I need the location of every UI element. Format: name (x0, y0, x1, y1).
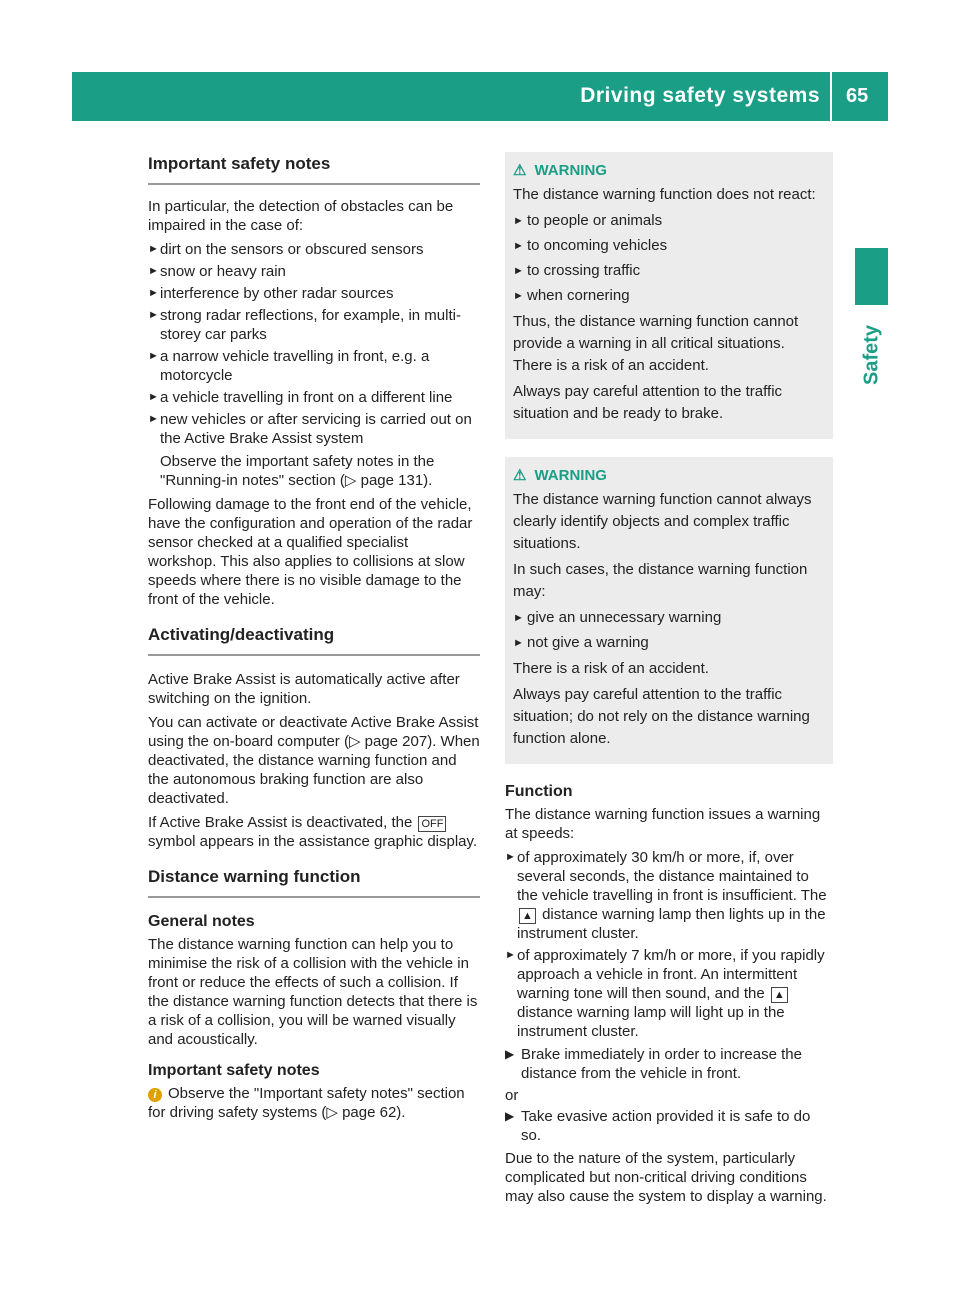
list-item: ► a vehicle travelling in front on a different line (148, 389, 453, 406)
warning-bullet-list (513, 210, 825, 307)
list-item: ► when cornering (513, 287, 630, 304)
heading-function: Function (505, 783, 573, 800)
heading-important-safety-notes: Important safety notes (148, 154, 480, 185)
list-item: ► dirt on the sensors or obscured sensors (148, 241, 424, 258)
heading-distance-warning: Distance warning function (148, 867, 480, 898)
distance-warning-lamp-icon: ▲ (771, 987, 788, 1003)
activating-p1: Active Brake Assist is automatically active after switching on the ignition. (148, 671, 460, 707)
warning-triangle-icon: ⚠ (513, 467, 527, 484)
right-column (505, 152, 833, 1211)
list-item: ► of approximately 7 km/h or more, if you rapidly approach a vehicle in front. An intermittent warning tone will then sound, and the ▲ distance warning lamp will light up in the instrument cluster. (505, 947, 825, 1040)
warning-title: WARNING (534, 162, 607, 179)
function-intro: The distance warning function issues a warning at speeds: (505, 806, 821, 842)
function-bullet-list (505, 848, 833, 1041)
list-item: ► a narrow vehicle travelling in front, e.g. a motorcycle (148, 348, 430, 384)
list-item: ► of approximately 30 km/h or more, if, over several seconds, the distance maintained to the vehicle travelling in front is insufficient. The ▲ distance warning lamp then lights up in the instrument cluster. (505, 849, 827, 942)
warning-intro: The distance warning function does not react: (513, 186, 816, 203)
warning-text: In such cases, the distance warning function may: (513, 561, 808, 600)
list-item: ► give an unnecessary warning (513, 609, 722, 626)
warning-title: WARNING (534, 467, 607, 484)
warning-box-2 (505, 457, 833, 764)
section-tab-label: Safety (860, 324, 882, 386)
observe-note: Observe the important safety notes in the "Running-in notes" section (▷ page 131). (160, 453, 435, 489)
left-column (148, 154, 480, 1127)
list-item: ► new vehicles or after servicing is carried out on the Active Brake Assist system (148, 411, 472, 447)
safety-bullet-list (148, 240, 480, 448)
heading-important-safety-notes-2: Important safety notes (148, 1062, 320, 1079)
distance-warning-lamp-icon: ▲ (519, 908, 536, 924)
brake-assist-off-icon: OFF (418, 816, 446, 832)
closing-paragraph: Due to the nature of the system, particularly complicated but non-critical driving conditions may also cause the system to display a warning. (505, 1150, 827, 1205)
warning-text: Always pay careful attention to the traffic situation and be ready to brake. (513, 383, 783, 422)
warning-text: There is a risk of an accident. (513, 660, 709, 677)
list-item: ► interference by other radar sources (148, 285, 394, 302)
warning-box-1 (505, 152, 833, 439)
heading-activating: Activating/deactivating (148, 625, 480, 656)
page-number: 65 (846, 85, 869, 107)
damage-paragraph: Following damage to the front end of the vehicle, have the configuration and operation of the radar sensor checked at a qualified specialist workshop. This also applies to collisions at slow speeds where there is no visible damage to the front of the vehicle. (148, 496, 473, 608)
warning-text: Thus, the distance warning function cannot provide a warning in all critical situations. There is a risk of an accident. (513, 313, 799, 374)
list-item: ► strong radar reflections, for example, in multi-storey car parks (148, 307, 461, 343)
instruction-step: ▶ Take evasive action provided it is safe to do so. (505, 1108, 811, 1144)
activating-p3: If Active Brake Assist is deactivated, the OFF symbol appears in the assistance graphic display. (148, 814, 478, 850)
list-item: ► snow or heavy rain (148, 263, 286, 280)
list-item: ► to crossing traffic (513, 262, 641, 279)
section-tab-marker (855, 248, 888, 305)
warning-intro: The distance warning function cannot always clearly identify objects and complex traffic situations. (513, 491, 812, 552)
header-divider (830, 72, 832, 121)
warning-bullet-list (513, 607, 825, 654)
info-note: i Observe the "Important safety notes" section for driving safety systems (▷ page 62). (148, 1085, 465, 1121)
general-paragraph: The distance warning function can help you to minimise the risk of a collision with the vehicle in front or reduce the effects of such a collision. If the distance warning function detects that there is a risk of a collision, you will be warned visually and acoustically. (148, 936, 478, 1048)
warning-text: Always pay careful attention to the traffic situation; do not rely on the distance warning function alone. (513, 686, 810, 747)
safety-intro: In particular, the detection of obstacles can be impaired in the case of: (148, 198, 454, 234)
instruction-step: ▶ Brake immediately in order to increase the distance from the vehicle in front. (505, 1046, 802, 1082)
page-title: Driving safety systems (580, 84, 820, 107)
activating-p2: You can activate or deactivate Active Brake Assist using the on-board computer (▷ page 207). When deactivated, the distance warning function and the autonomous braking function are also deactivated. (148, 714, 480, 807)
warning-triangle-icon: ⚠ (513, 162, 527, 179)
list-item: ► to people or animals (513, 212, 663, 229)
heading-general-notes: General notes (148, 913, 255, 930)
info-icon: i (148, 1088, 162, 1102)
list-item: ► to oncoming vehicles (513, 237, 668, 254)
list-item: ► not give a warning (513, 634, 649, 651)
or-text: or (505, 1087, 519, 1104)
